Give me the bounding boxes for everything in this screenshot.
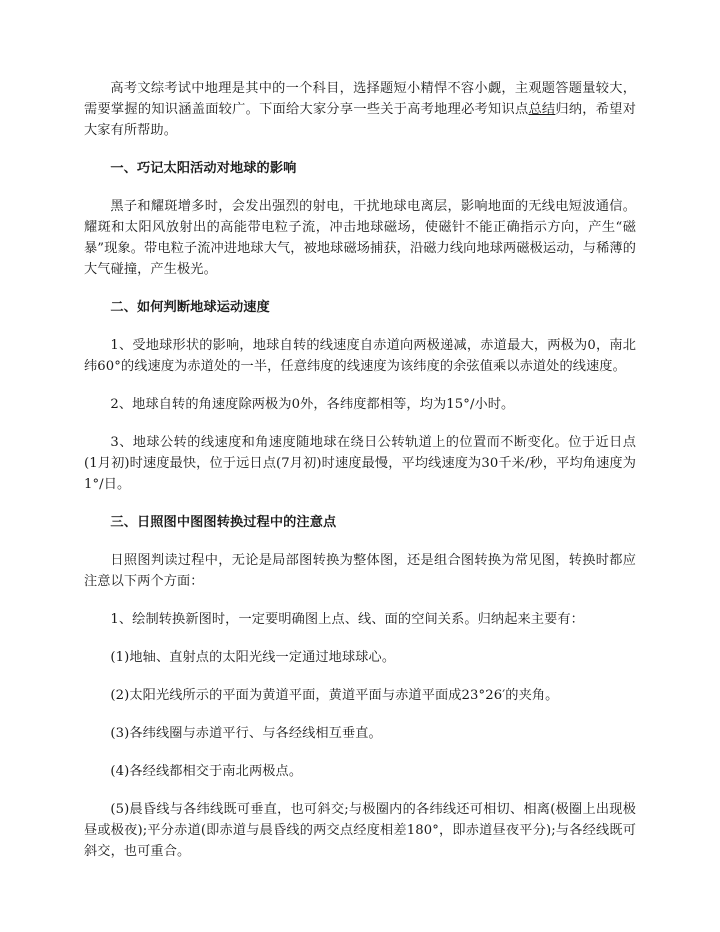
intro-paragraph [84,78,636,141]
section-heading-2: 二、如何判断地球运动速度 [110,300,270,315]
intro-text-end: 归纳，希望对大家有所帮助。 [84,102,637,138]
summary-link[interactable]: 总结 [528,102,556,117]
section-2-paragraph-1: 1、受地球形状的影响，地球自转的线速度自赤道向两极递减，赤道最大，两极为0，南北纬60°的线速度为赤道处的一半，任意纬度的线速度为该纬度的余弦值乘以赤道处的线速度。 [84,338,636,374]
intro-text-start: 高考文综考试中地理是其中的一个科目，选择题短小精悍不容小觑，主观题答题量较大，需要掌握的知识涵盖面较广。下面给大家分享一些关于高考地理必考知识点 [84,81,636,117]
section-3-paragraph-1: 日照图判读过程中，无论是局部图转换为整体图，还是组合图转换为常见图，转换时都应注意以下两个方面： [84,553,636,589]
section-3-item-5: (5)晨昏线与各纬线既可垂直，也可斜交;与极圈内的各纬线还可相切、相离(极圈上出现极昼或极夜);平分赤道(即赤道与晨昏线的两交点经度相差180°，即赤道昼夜平分);与各经线既可斜交，也可重合。 [84,802,636,859]
section-2-paragraph-3: 3、地球公转的线速度和角速度随地球在绕日公转轨道上的位置而不断变化。位于近日点(1月初)时速度最快，位于远日点(7月初)时速度最慢，平均线速度为30千米/秒，平均角速度为1°/日。 [84,435,636,492]
section-3-item-3: (3)各纬线圈与赤道平行、与各经线相互垂直。 [110,726,382,741]
section-heading-1: 一、巧记太阳活动对地球的影响 [110,161,297,176]
section-3-item-4: (4)各经线都相交于南北两极点。 [110,764,303,779]
section-3-item-1: (1)地轴、直射点的太阳光线一定通过地球球心。 [110,650,396,665]
section-2-paragraph-2: 2、地球自转的角速度除两极为0外，各纬度都相等，均为15°/小时。 [110,397,515,412]
section-heading-3: 三、日照图中图图转换过程中的注意点 [110,515,337,530]
section-3-paragraph-2: 1、绘制转换新图时，一定要明确图上点、线、面的空间关系。归纳起来主要有： [110,612,584,627]
section-3-item-2: (2)太阳光线所示的平面为黄道平面，黄道平面与赤道平面成23°26′的夹角。 [110,688,559,703]
section-1-paragraph-1: 黑子和耀斑增多时，会发出强烈的射电，干扰地球电离层，影响地面的无线电短波通信。耀斑和太阳风放射出的高能带电粒子流，冲击地球磁场，使磁针不能正确指示方向，产生“磁暴”现象。带电粒子流冲进地球大气，被地球磁场捕获，沿磁力线向地球两磁极运动，与稀薄的大气碰撞，产生极光。 [84,199,636,277]
